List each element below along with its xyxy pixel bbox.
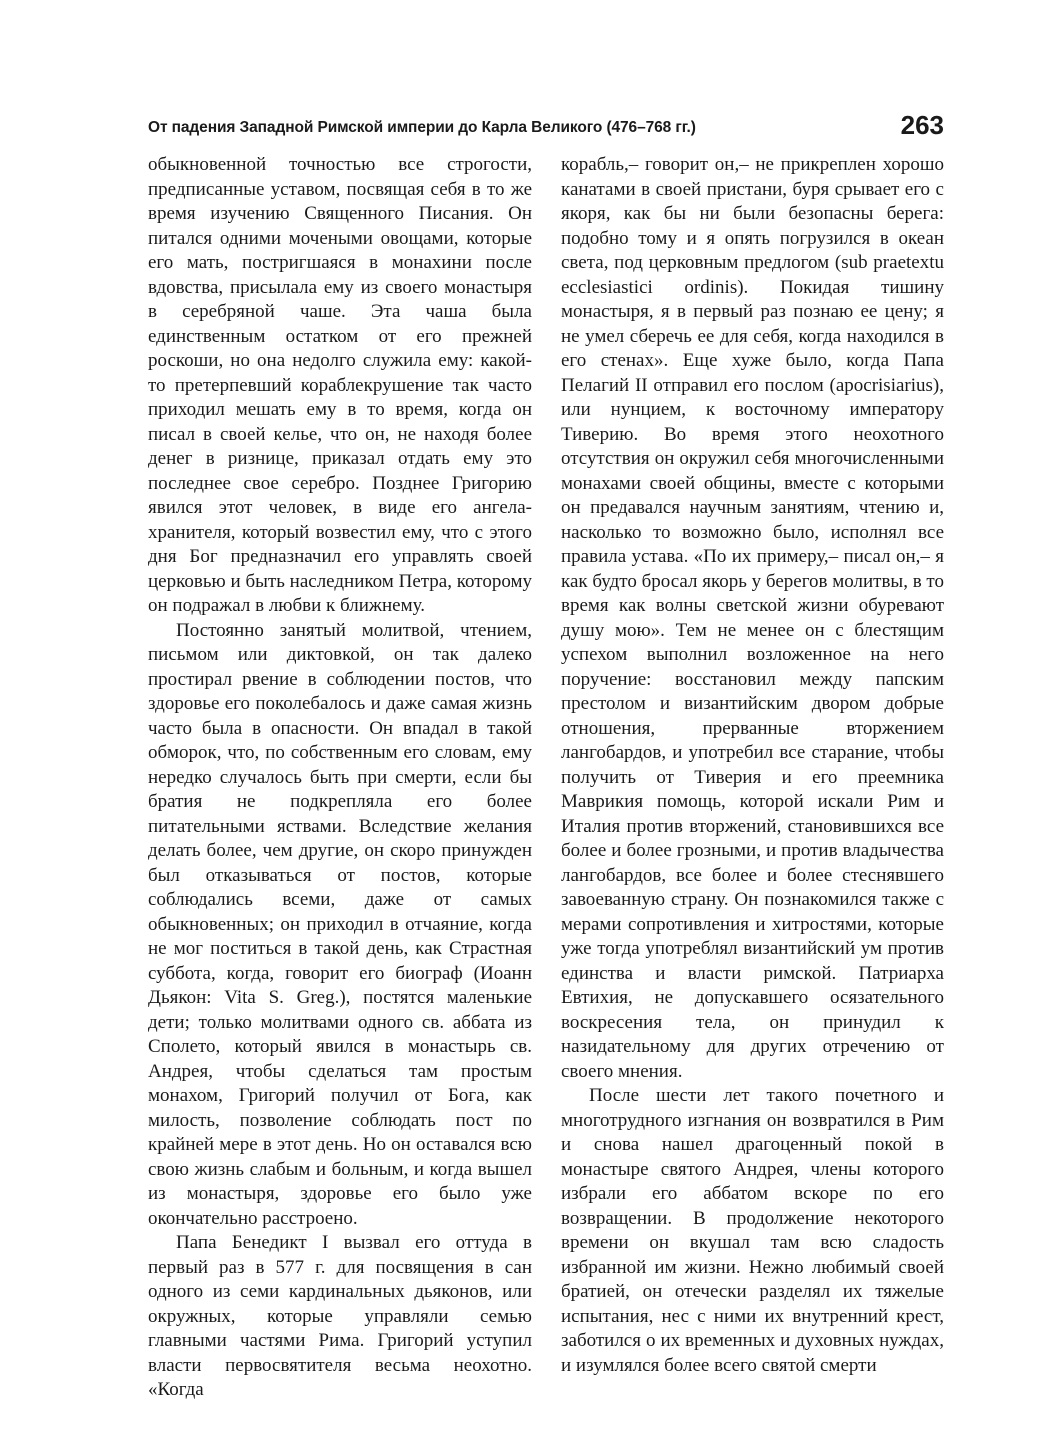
paragraph: Папа Бенедикт I вызвал его оттуда в первый раз в 577 г. для посвящения в сан одного из семи кардинальных дьяконов, или окружных, которые управляли семью главными частями Рима. Григорий уступил власти первосвятителя весьма неохотно. «Когда	[148, 1232, 532, 1400]
paragraph-continuation: корабль,– говорит он,– не прикреплен хорошо канатами в своей пристани, буря срывает его с якоря, как бы ни были безопасны берега: подобно тому и я опять погрузился в океан света, под церковным предлогом (sub praetextu ecclesiastici ordinis). Покидая тишину монастыря, я в первый раз познаю ее цену; я не умел сберечь ее для себя, когда находился в его стенах». Еще хуже было, когда Папа Пелагий II отправил его послом (apocrisiarius), или нунцием, к восточному императору Тиверию. Во время этого неохотного отсутствия он окружил себя многочисленными монахами своей общины, вместе с которыми он предавался научным занятиям, чтению и, насколько то возможно было, исполнял все правила устава. «По их примеру,– писал он,– я как будто бросал якорь у берегов молитвы, в то время как волны светской жизни обуревают душу мою». Тем не менее он с блестящим успехом выполнил возложенное на него поручение: восстановил между папским престолом и византийским двором добрые отношения, прерванные вторжением лангобардов, и употребил все старание, чтобы получить от Тиверия и его преемника Маврикия помощь, которой искали Рим и Италия против вторжений, становившихся все более и более грозными, и против владычества лангобардов, все более и более стеснявшего завоеванную страну. Он познакомился также с мерами сопротивления и хитростями, которые уже тогда употреблял византийский ум против единства и власти римской. Патриарха Евтихия, не допускавшего осязательного воскресения тела, он принудил к назидательному для других отречению от своего мнения.	[561, 154, 944, 1082]
right-column	[561, 153, 944, 1378]
paragraph-continuation: обыкновенной точностью все строгости, предписанные уставом, посвящая себя в то же время изучению Священного Писания. Он питался одними мочеными овощами, которые его мать, постригшаяся в монахини после вдовства, присылала ему из своего монастыря в серебряной чаше. Эта чаша была единственным остатком от его прежней роскоши, но она недолго служила ему: какой-то претерпевший кораблекрушение так часто приходил мешать ему в то время, когда он писал в своей келье, что он, не находя более денег в ризнице, приказал отдать ему это последнее свое серебро. Позднее Григорию явился этот человек, в виде его ангела-хранителя, который возвестил ему, что с этого дня Бог предназначил его управлять своей церковью и быть наследником Петра, которому он подражал в любви к ближнему.	[148, 154, 532, 616]
paragraph: Постоянно занятый молитвой, чтением, письмом или диктовкой, он так далеко простирал рвение в соблюдении постов, что здоровье его поколебалось и даже самая жизнь часто была в опасности. Он впадал в такой обморок, что, по собственным его словам, ему нередко случалось быть при смерти, если бы братия не подкрепляла его более питательными яствами. Вследствие желания делать более, чем другие, он скоро принужден был отказываться от постов, которые соблюдались всеми, даже от самых обыкновенных; он приходил в отчаяние, когда не мог поститься в такой день, как Страстная суббота, когда, говорит его биограф (Иоанн Дьякон: Vita S. Greg.), постятся маленькие дети; только молитвами одного св. аббата из Сполето, который явился в монастырь св. Андрея, чтобы сделаться там простым монахом, Григорий получил от Бога, как милость, позволение соблюдать пост по крайней мере в этот день. Но он оставался всю свою жизнь слабым и больным, и когда вышел из монастыря, здоровье его было уже окончательно расстроено.	[148, 619, 532, 1229]
running-head: От падения Западной Римской империи до Карла Великого (476–768 гг.)	[148, 119, 696, 136]
page-header	[148, 110, 944, 146]
left-column	[148, 153, 532, 1403]
page-number: 263	[900, 110, 944, 140]
paragraph: После шести лет такого почетного и многотрудного изгнания он возвратился в Рим и снова нашел драгоценный покой в монастыре святого Андрея, члены которого избрали его аббатом вскоре по его возвращении. В продолжение некоторого времени он вкушал там всю сладость избранной им жизни. Нежно любимый своей братией, он отечески разделял их тяжелые испытания, нес с ними их внутренний крест, заботился о их временных и духовных нуждах, и изумлялся более всего святой смерти	[561, 1085, 944, 1376]
